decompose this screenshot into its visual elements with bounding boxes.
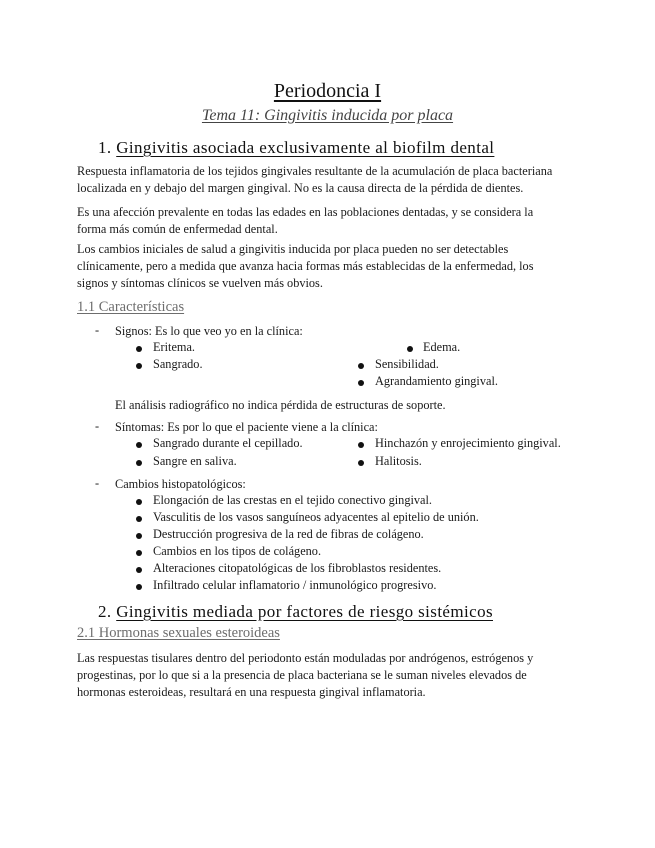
paragraph-2-line-1: Es una afección prevalente en todas las edades en las poblaciones dentadas, y se considera la bbox=[77, 205, 534, 219]
section-2-title: Gingivitis mediada por factores de riesgo sistémicos bbox=[116, 602, 493, 621]
sintomas-label: Síntomas: Es por lo que el paciente viene a la clínica: bbox=[115, 420, 378, 434]
cambios-item-5: Alteraciones citopatológicas de los fibroblastos residentes. bbox=[153, 561, 442, 575]
cambios-item-6: Infiltrado celular inflamatorio / inmunológico progresivo. bbox=[153, 578, 437, 592]
sintomas-item-sangre-saliva: Sangre en saliva. bbox=[153, 454, 237, 468]
paragraph-4-line-3: hormonas esteroideas, resultará en una respuesta gingival inflamatoria. bbox=[77, 685, 426, 699]
sintomas-item-halitosis: Halitosis. bbox=[375, 454, 422, 468]
bullet-dot bbox=[136, 533, 142, 539]
bullet-dot bbox=[136, 346, 142, 352]
bullet-dot bbox=[136, 460, 142, 466]
bullet-dot bbox=[136, 516, 142, 522]
signos-note: El análisis radiográfico no indica pérdida de estructuras de soporte. bbox=[115, 398, 446, 412]
signos-item-sangrado: Sangrado. bbox=[153, 357, 203, 371]
paragraph-4-line-1: Las respuestas tisulares dentro del periodonto están moduladas por andrógenos, estrógenos y bbox=[77, 651, 534, 665]
bullet-dot bbox=[136, 550, 142, 556]
bullet-dot bbox=[136, 584, 142, 590]
cambios-item-1: Elongación de las crestas en el tejido conectivo gingival. bbox=[153, 493, 432, 507]
paragraph-1-line-1: Respuesta inflamatoria de los tejidos gingivales resultante de la acumulación de placa bacteriana bbox=[77, 164, 553, 178]
bullet-dot bbox=[358, 363, 364, 369]
paragraph-3-line-3: signos y síntomas clínicos se vuelven más obvios. bbox=[77, 276, 323, 290]
cambios-item-2: Vasculitis de los vasos sanguíneos adyacentes al epitelio de unión. bbox=[153, 510, 479, 524]
subsection-2-1-title: 2.1 Hormonas sexuales esteroideas bbox=[77, 625, 280, 641]
paragraph-2-line-2: forma más común de enfermedad dental. bbox=[77, 222, 278, 236]
sintomas-item-hinchazon: Hinchazón y enrojecimiento gingival. bbox=[375, 436, 561, 450]
paragraph-1-line-2: localizada en y debajo del margen gingival. No es la causa directa de la pérdida de dientes. bbox=[77, 181, 524, 195]
section-1-title: Gingivitis asociada exclusivamente al biofilm dental bbox=[116, 138, 495, 157]
bullet-dot bbox=[136, 567, 142, 573]
sintomas-item-sangrado-cepillado: Sangrado durante el cepillado. bbox=[153, 436, 303, 450]
signos-item-edema: Edema. bbox=[423, 340, 461, 354]
signos-item-sensibilidad: Sensibilidad. bbox=[375, 357, 439, 371]
bullet-dot bbox=[136, 499, 142, 505]
paragraph-3-line-1: Los cambios iniciales de salud a gingivitis inducida por placa pueden no ser detectables bbox=[77, 242, 509, 256]
signos-item-agrandamiento: Agrandamiento gingival. bbox=[375, 374, 498, 388]
page-subtitle: Tema 11: Gingivitis inducida por placa bbox=[201, 107, 454, 124]
dash-marker: - bbox=[95, 476, 100, 490]
bullet-dot bbox=[407, 346, 413, 352]
subsection-1-1-title: 1.1 Características bbox=[77, 299, 185, 315]
cambios-item-3: Destrucción progresiva de la red de fibras de colágeno. bbox=[153, 527, 424, 541]
paragraph-3-line-2: clínicamente, pero a medida que avanza hacia formas más establecidas de la enfermedad, los bbox=[77, 259, 534, 273]
dash-marker: - bbox=[95, 419, 100, 433]
signos-label: Signos: Es lo que veo yo en la clínica: bbox=[115, 324, 303, 338]
signos-item-eritema: Eritema. bbox=[153, 340, 195, 354]
section-2-number: 2. bbox=[98, 602, 112, 621]
bullet-dot bbox=[358, 460, 364, 466]
section-1-number: 1. bbox=[98, 138, 112, 157]
cambios-label: Cambios histopatológicos: bbox=[115, 477, 246, 491]
paragraph-4-line-2: progestinas, por lo que si a la presencia de placa bacteriana se le suman niveles elevados de bbox=[77, 668, 527, 682]
section-2-heading bbox=[98, 602, 493, 622]
bullet-dot bbox=[358, 442, 364, 448]
bullet-dot bbox=[358, 380, 364, 386]
page-title: Periodoncia I bbox=[273, 80, 382, 102]
bullet-dot bbox=[136, 363, 142, 369]
bullet-dot bbox=[136, 442, 142, 448]
cambios-item-4: Cambios en los tipos de colágeno. bbox=[153, 544, 322, 558]
dash-marker: - bbox=[95, 323, 100, 337]
section-1-heading bbox=[98, 138, 494, 158]
